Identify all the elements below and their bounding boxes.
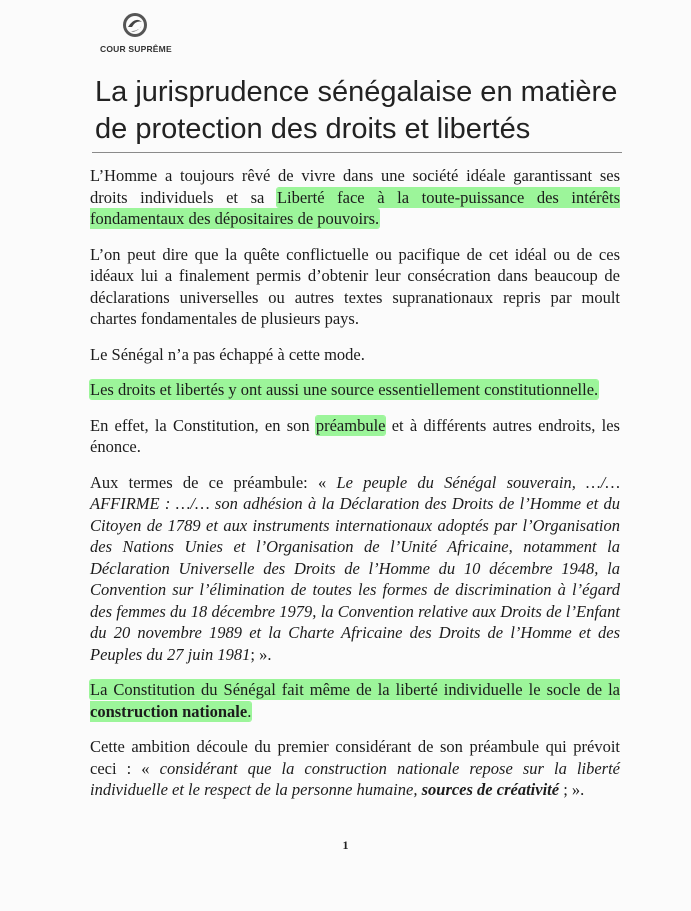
bold-text: construction nationale	[90, 701, 248, 721]
considerant-quote: considérant que la construction nationale repose sur la liberté individuelle et le respect de la personne humaine,	[90, 758, 620, 799]
paragraph-text: En effet, la Constitution, en son	[90, 415, 316, 435]
paragraph-3: Le Sénégal n’a pas échappé à cette mode.	[90, 344, 365, 364]
paragraph-8	[90, 736, 620, 801]
page-title: La jurisprudence sénégalaise en matière de protection des droits et libertés	[95, 76, 618, 145]
highlighted-text-part: La Constitution du Sénégal fait même de la liberté individuelle le socle de la	[90, 680, 620, 699]
title-divider	[92, 152, 622, 153]
highlighted-text: préambule	[315, 415, 386, 435]
highlighted-text-part: .	[247, 701, 252, 721]
preamble-quote: Le peuple du Sénégal souverain, …/…AFFIRME : …/… son adhésion à la Déclaration des Droits de l’Homme et du Citoyen de 1789 et aux instruments internationaux adoptés par l’Organisation des Nations Unies et l’Organisation de l’Unité Africaine, notamment la Déclaration Universelle des Droits de l’Homme du 10 décembre 1948, la Convention sur l’élimination de toutes les formes de discrimination à l’égard des femmes du 18 décembre 1979, la Convention relative aux Droits de l’Enfant du 20 novembre 1989 et la Charte Africaine des Droits de l’Homme et des Peuples du 27 juin 1981	[90, 472, 620, 664]
paragraph-text: Cette ambition découle du premier considérant de son préambule qui prévoit ceci : «	[90, 737, 620, 778]
logo-text: COUR SUPRÊME	[100, 44, 172, 54]
paragraph-7	[90, 679, 620, 722]
cour-supreme-logo	[100, 10, 172, 54]
paragraph-6	[90, 472, 620, 666]
paragraph-text: ; ».	[559, 780, 585, 799]
paragraph-text: ; ».	[250, 644, 272, 664]
paragraph-text: Aux termes de ce préambule: «	[90, 472, 337, 492]
paragraph-4	[90, 379, 620, 401]
paragraph-1	[90, 165, 620, 230]
page-number: 1	[342, 838, 349, 852]
paragraph-2: L’on peut dire que la quête conflictuelle ou pacifique de cet idéal ou de ces idéaux lui a finalement permis d’obtenir leur consécration dans beaucoup de déclarations universelles ou autres textes supranationaux repris par moult chartes fondamentales de plusieurs pays.	[90, 244, 620, 328]
document-body	[90, 165, 620, 815]
highlighted-text	[90, 680, 620, 721]
paragraph-text: et à différents autres endroits, les énonce.	[90, 415, 620, 456]
paragraph-text: L’Homme a toujours rêvé de vivre dans une société idéale garantissant ses droits individuels et sa	[90, 166, 620, 207]
highlighted-text: Liberté face à la toute-puissance des intérêts fondamentaux des dépositaires de pouvoirs.	[90, 187, 621, 228]
highlighted-text: Les droits et libertés y ont aussi une source essentiellement constitutionnelle.	[90, 380, 599, 399]
logo-emblem-icon	[120, 10, 150, 40]
paragraph-5	[90, 415, 620, 458]
bold-italic-text: sources de créativité	[421, 780, 560, 799]
